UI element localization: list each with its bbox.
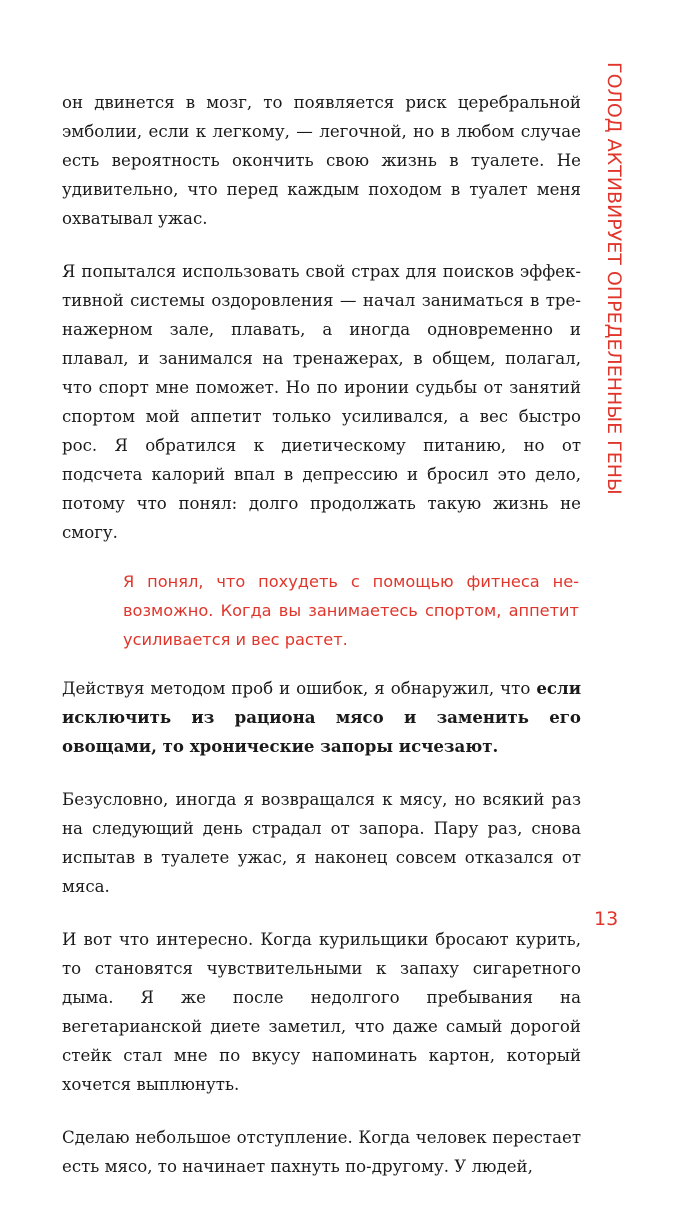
page-body: [62, 88, 581, 1205]
pull-quote: Я понял, что похудеть с помощью фитнеса невозможно. Когда вы занимаетесь спортом, аппетит усиливается и вес растет.: [123, 572, 579, 649]
paragraph-6: Сделаю небольшое отступление. Когда человек перестает есть мясо, то начинает пахнуть по-другому. У людей,: [62, 1128, 581, 1176]
paragraph-3-bold: если исключить из рациона мясо и заменить его овощами, то хронические запоры исчезают.: [62, 678, 581, 756]
running-head: ГОЛОД АКТИВИРУЕТ ОПРЕДЕЛЕННЫЕ ГЕНЫ: [603, 62, 625, 495]
paragraph-3: [62, 674, 581, 761]
paragraph-3-lead: Действуя методом проб и ошибок, я обнаружил, что: [62, 679, 537, 698]
paragraph-4: Безусловно, иногда я возвращался к мясу, но всякий раз на следующий день страдал от запора. Пару раз, снова испытав в туалете ужас, я наконец совсем отказался от мяса.: [62, 790, 581, 896]
paragraph-2: Я попытался использовать свой страх для поисков эффективной системы оздоровления — начал заниматься в тренажерном зале, плавать, а иногда одновременно и плавал, и занимался на тренажерах, в общем, полагал, что спорт мне поможет. Но по иронии судьбы от занятий спортом мой аппетит только усиливался, а вес быстро рос. Я обратился к диетическому питанию, но от подсчета калорий впал в депрессию и бросил это дело, потому что понял: долго продолжать такую жизнь не смогу.: [62, 262, 581, 542]
page-number: 13: [594, 908, 619, 930]
paragraph-5: И вот что интересно. Когда курильщики бросают курить, то становятся чувствительными к запаху сигаретного дыма. Я же после недолгого пребывания на вегетарианской диете заметил, что даже самый дорогой стейк стал мне по вкусу напоминать картон, который хочется выплюнуть.: [62, 930, 581, 1094]
paragraph-1: он двинется в мозг, то появляется риск церебральной эмболии, если к легкому, — легочной, но в любом случае есть вероятность окончить свою жизнь в туалете. Не удивительно, что перед каждым походом в туалет меня охватывал ужас.: [62, 93, 581, 228]
